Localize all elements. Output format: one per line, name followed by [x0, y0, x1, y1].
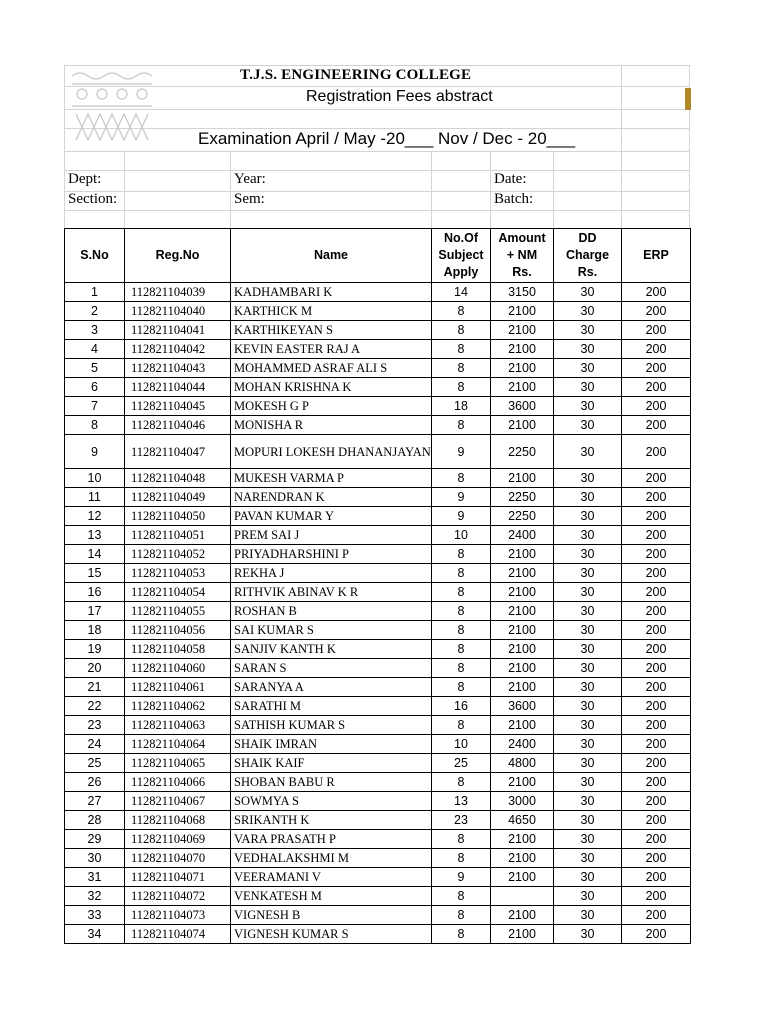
cell-name: SHAIK KAIF — [231, 754, 432, 773]
cell-regno: 112821104062 — [125, 697, 231, 716]
cell-erp: 200 — [622, 830, 691, 849]
cell-erp: 200 — [622, 507, 691, 526]
cell-amount: 2100 — [491, 640, 554, 659]
cell-amount: 2100 — [491, 469, 554, 488]
cell-sno: 18 — [65, 621, 125, 640]
cell-subjects: 8 — [432, 545, 491, 564]
cell-regno: 112821104074 — [125, 925, 231, 944]
cell-erp: 200 — [622, 906, 691, 925]
cell-sno: 9 — [65, 435, 125, 469]
cell-amount: 3600 — [491, 697, 554, 716]
cell-erp: 200 — [622, 340, 691, 359]
cell-erp: 200 — [622, 659, 691, 678]
cell-erp: 200 — [622, 416, 691, 435]
cell-name: PRIYADHARSHINI P — [231, 545, 432, 564]
table-row — [65, 545, 691, 564]
table-row — [65, 659, 691, 678]
cell-regno: 112821104051 — [125, 526, 231, 545]
cell-erp: 200 — [622, 678, 691, 697]
table-row — [65, 378, 691, 397]
cell-subjects: 8 — [432, 469, 491, 488]
cell-regno: 112821104049 — [125, 488, 231, 507]
cell-subjects: 9 — [432, 868, 491, 887]
cell-subjects: 9 — [432, 507, 491, 526]
table-row — [65, 564, 691, 583]
cell-erp: 200 — [622, 849, 691, 868]
cell-erp: 200 — [622, 469, 691, 488]
cell-dd-charge: 30 — [554, 416, 622, 435]
cell-dd-charge: 30 — [554, 564, 622, 583]
cell-amount: 2100 — [491, 868, 554, 887]
cell-sno: 19 — [65, 640, 125, 659]
college-logo-icon — [68, 70, 158, 148]
cell-name: RITHVIK ABINAV K R — [231, 583, 432, 602]
cell-sno: 22 — [65, 697, 125, 716]
cell-sno: 23 — [65, 716, 125, 735]
cell-name: NARENDRAN K — [231, 488, 432, 507]
cell-subjects: 23 — [432, 811, 491, 830]
cell-sno: 6 — [65, 378, 125, 397]
cell-sno: 34 — [65, 925, 125, 944]
cell-name: SAI KUMAR S — [231, 621, 432, 640]
cell-dd-charge: 30 — [554, 469, 622, 488]
cell-erp: 200 — [622, 359, 691, 378]
cell-erp: 200 — [622, 621, 691, 640]
cell-regno: 112821104064 — [125, 735, 231, 754]
table-row — [65, 792, 691, 811]
cell-dd-charge: 30 — [554, 735, 622, 754]
cell-name: SANJIV KANTH K — [231, 640, 432, 659]
cell-dd-charge: 30 — [554, 659, 622, 678]
cell-name: SOWMYA S — [231, 792, 432, 811]
cell-regno: 112821104044 — [125, 378, 231, 397]
cell-amount: 2100 — [491, 773, 554, 792]
cell-regno: 112821104045 — [125, 397, 231, 416]
cell-sno: 5 — [65, 359, 125, 378]
cell-name: KARTHICK M — [231, 302, 432, 321]
cell-sno: 29 — [65, 830, 125, 849]
cell-erp: 200 — [622, 397, 691, 416]
cell-erp: 200 — [622, 545, 691, 564]
cell-dd-charge: 30 — [554, 583, 622, 602]
table-row — [65, 302, 691, 321]
cell-dd-charge: 30 — [554, 678, 622, 697]
cell-subjects: 8 — [432, 887, 491, 906]
cell-name: SHOBAN BABU R — [231, 773, 432, 792]
cell-sno: 8 — [65, 416, 125, 435]
cell-subjects: 8 — [432, 564, 491, 583]
cell-name: MOHAMMED ASRAF ALI S — [231, 359, 432, 378]
cell-dd-charge: 30 — [554, 340, 622, 359]
cell-erp: 200 — [622, 283, 691, 302]
cell-regno: 112821104073 — [125, 906, 231, 925]
cell-erp: 200 — [622, 488, 691, 507]
cell-regno: 112821104072 — [125, 887, 231, 906]
cell-subjects: 8 — [432, 621, 491, 640]
table-row — [65, 602, 691, 621]
cell-sno: 13 — [65, 526, 125, 545]
cell-subjects: 14 — [432, 283, 491, 302]
table-row — [65, 621, 691, 640]
cell-subjects: 8 — [432, 773, 491, 792]
cell-amount: 2100 — [491, 378, 554, 397]
cell-subjects: 8 — [432, 830, 491, 849]
cell-subjects: 10 — [432, 526, 491, 545]
document-subtitle: Registration Fees abstract — [306, 88, 493, 105]
col-sno: S.No — [65, 229, 125, 283]
col-erp: ERP — [622, 229, 691, 283]
cell-amount: 2100 — [491, 416, 554, 435]
cell-amount: 2100 — [491, 830, 554, 849]
cell-erp: 200 — [622, 564, 691, 583]
cell-sno: 31 — [65, 868, 125, 887]
cell-dd-charge: 30 — [554, 716, 622, 735]
cell-dd-charge: 30 — [554, 378, 622, 397]
cell-subjects: 8 — [432, 640, 491, 659]
cell-sno: 26 — [65, 773, 125, 792]
cell-name: VIGNESH B — [231, 906, 432, 925]
table-row — [65, 488, 691, 507]
cell-amount: 3000 — [491, 792, 554, 811]
table-row — [65, 321, 691, 340]
cell-dd-charge: 30 — [554, 321, 622, 340]
cell-regno: 112821104041 — [125, 321, 231, 340]
section-label: Section: — [68, 191, 118, 207]
table-row — [65, 340, 691, 359]
cell-erp: 200 — [622, 435, 691, 469]
cell-erp: 200 — [622, 716, 691, 735]
cell-subjects: 9 — [432, 435, 491, 469]
cell-subjects: 8 — [432, 583, 491, 602]
cell-amount: 2100 — [491, 302, 554, 321]
cell-sno: 14 — [65, 545, 125, 564]
cell-name: KADHAMBARI K — [231, 283, 432, 302]
table-row — [65, 583, 691, 602]
cell-dd-charge: 30 — [554, 830, 622, 849]
cell-amount: 2250 — [491, 507, 554, 526]
cell-regno: 112821104046 — [125, 416, 231, 435]
table-row — [65, 397, 691, 416]
cell-sno: 33 — [65, 906, 125, 925]
cell-regno: 112821104054 — [125, 583, 231, 602]
cell-dd-charge: 30 — [554, 283, 622, 302]
cell-amount: 2400 — [491, 735, 554, 754]
cell-dd-charge: 30 — [554, 435, 622, 469]
cell-erp: 200 — [622, 697, 691, 716]
cell-sno: 4 — [65, 340, 125, 359]
cell-dd-charge: 30 — [554, 868, 622, 887]
cell-dd-charge: 30 — [554, 302, 622, 321]
table-row — [65, 697, 691, 716]
cell-subjects: 10 — [432, 735, 491, 754]
cell-dd-charge: 30 — [554, 754, 622, 773]
cell-amount: 2100 — [491, 716, 554, 735]
cell-regno: 112821104065 — [125, 754, 231, 773]
cell-regno: 112821104063 — [125, 716, 231, 735]
cell-subjects: 8 — [432, 359, 491, 378]
table-row — [65, 526, 691, 545]
cell-erp: 200 — [622, 583, 691, 602]
cell-sno: 3 — [65, 321, 125, 340]
cell-name: ROSHAN B — [231, 602, 432, 621]
table-row — [65, 507, 691, 526]
table-row — [65, 416, 691, 435]
cell-erp: 200 — [622, 773, 691, 792]
cell-regno: 112821104040 — [125, 302, 231, 321]
cell-subjects: 8 — [432, 302, 491, 321]
cell-regno: 112821104060 — [125, 659, 231, 678]
cell-regno: 112821104068 — [125, 811, 231, 830]
cell-subjects: 8 — [432, 321, 491, 340]
cell-amount: 2100 — [491, 321, 554, 340]
cell-name: KARTHIKEYAN S — [231, 321, 432, 340]
cell-erp: 200 — [622, 735, 691, 754]
cell-erp: 200 — [622, 792, 691, 811]
cell-subjects: 8 — [432, 849, 491, 868]
cell-amount: 2100 — [491, 583, 554, 602]
cell-sno: 21 — [65, 678, 125, 697]
cell-name: VIGNESH KUMAR S — [231, 925, 432, 944]
table-row — [65, 735, 691, 754]
cell-name: MOKESH G P — [231, 397, 432, 416]
cell-amount: 2250 — [491, 488, 554, 507]
cell-name: SRIKANTH K — [231, 811, 432, 830]
cell-subjects: 16 — [432, 697, 491, 716]
cell-regno: 112821104061 — [125, 678, 231, 697]
col-dd-charge: DD Charge Rs. — [554, 229, 622, 283]
cell-sno: 25 — [65, 754, 125, 773]
cell-dd-charge: 30 — [554, 697, 622, 716]
cell-erp: 200 — [622, 602, 691, 621]
cell-amount — [491, 887, 554, 906]
examination-line: Examination April / May -20___ Nov / Dec - 20___ — [198, 129, 576, 148]
cell-regno: 112821104066 — [125, 773, 231, 792]
cell-subjects: 8 — [432, 906, 491, 925]
table-row — [65, 469, 691, 488]
col-regno: Reg.No — [125, 229, 231, 283]
table-row — [65, 887, 691, 906]
dept-label: Dept: — [68, 171, 102, 187]
cell-regno: 112821104052 — [125, 545, 231, 564]
table-row — [65, 359, 691, 378]
cell-regno: 112821104039 — [125, 283, 231, 302]
cell-erp: 200 — [622, 302, 691, 321]
cell-sno: 17 — [65, 602, 125, 621]
cell-dd-charge: 30 — [554, 545, 622, 564]
cell-regno: 112821104056 — [125, 621, 231, 640]
cell-sno: 2 — [65, 302, 125, 321]
cell-amount: 2250 — [491, 435, 554, 469]
cell-sno: 11 — [65, 488, 125, 507]
cell-subjects: 18 — [432, 397, 491, 416]
cell-regno: 112821104055 — [125, 602, 231, 621]
cell-subjects: 8 — [432, 659, 491, 678]
cell-subjects: 8 — [432, 716, 491, 735]
cell-subjects: 8 — [432, 340, 491, 359]
cell-name: VEDHALAKSHMI M — [231, 849, 432, 868]
cell-regno: 112821104058 — [125, 640, 231, 659]
cell-sno: 7 — [65, 397, 125, 416]
cell-name: PREM SAI J — [231, 526, 432, 545]
cell-subjects: 8 — [432, 378, 491, 397]
cell-sno: 24 — [65, 735, 125, 754]
cell-dd-charge: 30 — [554, 602, 622, 621]
cell-name: VARA PRASATH P — [231, 830, 432, 849]
cell-dd-charge: 30 — [554, 773, 622, 792]
cell-amount: 2400 — [491, 526, 554, 545]
cell-dd-charge: 30 — [554, 397, 622, 416]
cell-sno: 27 — [65, 792, 125, 811]
cell-amount: 2100 — [491, 849, 554, 868]
cell-regno: 112821104043 — [125, 359, 231, 378]
cell-regno: 112821104047 — [125, 435, 231, 469]
cell-name: KEVIN EASTER RAJ A — [231, 340, 432, 359]
cell-amount: 2100 — [491, 621, 554, 640]
table-row — [65, 925, 691, 944]
cell-sno: 20 — [65, 659, 125, 678]
cell-amount: 2100 — [491, 340, 554, 359]
cell-name: SHAIK IMRAN — [231, 735, 432, 754]
cell-subjects: 13 — [432, 792, 491, 811]
table-row — [65, 773, 691, 792]
cell-name: PAVAN KUMAR Y — [231, 507, 432, 526]
cell-sno: 30 — [65, 849, 125, 868]
cell-erp: 200 — [622, 526, 691, 545]
cell-amount: 4650 — [491, 811, 554, 830]
cell-sno: 12 — [65, 507, 125, 526]
cell-dd-charge: 30 — [554, 792, 622, 811]
cell-erp: 200 — [622, 754, 691, 773]
cell-name: SATHISH KUMAR S — [231, 716, 432, 735]
date-label: Date: — [494, 171, 527, 187]
table-row — [65, 811, 691, 830]
cell-sno: 1 — [65, 283, 125, 302]
fees-table — [64, 228, 691, 944]
cell-erp: 200 — [622, 811, 691, 830]
cell-name: MONISHA R — [231, 416, 432, 435]
cell-sno: 28 — [65, 811, 125, 830]
cell-erp: 200 — [622, 378, 691, 397]
cell-regno: 112821104042 — [125, 340, 231, 359]
cell-dd-charge: 30 — [554, 811, 622, 830]
cell-erp: 200 — [622, 640, 691, 659]
cell-subjects: 8 — [432, 602, 491, 621]
cell-amount: 2100 — [491, 925, 554, 944]
cell-name: SARATHI M — [231, 697, 432, 716]
cell-amount: 2100 — [491, 659, 554, 678]
cell-subjects: 8 — [432, 925, 491, 944]
cell-amount: 2100 — [491, 906, 554, 925]
cell-name: VEERAMANI V — [231, 868, 432, 887]
table-row — [65, 640, 691, 659]
cell-amount: 2100 — [491, 678, 554, 697]
cell-name: SARANYA A — [231, 678, 432, 697]
sem-label: Sem: — [234, 191, 265, 207]
cell-amount: 2100 — [491, 602, 554, 621]
cell-dd-charge: 30 — [554, 621, 622, 640]
cell-erp: 200 — [622, 868, 691, 887]
cell-subjects: 9 — [432, 488, 491, 507]
table-row — [65, 283, 691, 302]
cell-name: MOHAN KRISHNA K — [231, 378, 432, 397]
table-row — [65, 868, 691, 887]
cell-name: MOPURI LOKESH DHANANJAYAN — [231, 435, 432, 469]
table-row — [65, 716, 691, 735]
col-name: Name — [231, 229, 432, 283]
cell-name: VENKATESH M — [231, 887, 432, 906]
cell-regno: 112821104053 — [125, 564, 231, 583]
cell-name: MUKESH VARMA P — [231, 469, 432, 488]
cell-name: REKHA J — [231, 564, 432, 583]
cell-sno: 15 — [65, 564, 125, 583]
cell-dd-charge: 30 — [554, 359, 622, 378]
year-label: Year: — [234, 171, 266, 187]
table-row — [65, 678, 691, 697]
cell-dd-charge: 30 — [554, 925, 622, 944]
col-amount: Amount + NM Rs. — [491, 229, 554, 283]
cell-dd-charge: 30 — [554, 849, 622, 868]
cell-dd-charge: 30 — [554, 906, 622, 925]
cell-amount: 2100 — [491, 545, 554, 564]
cell-dd-charge: 30 — [554, 488, 622, 507]
cell-dd-charge: 30 — [554, 526, 622, 545]
cell-amount: 3150 — [491, 283, 554, 302]
cell-sno: 16 — [65, 583, 125, 602]
cell-amount: 3600 — [491, 397, 554, 416]
cell-subjects: 8 — [432, 416, 491, 435]
cell-erp: 200 — [622, 887, 691, 906]
cell-dd-charge: 30 — [554, 887, 622, 906]
cell-dd-charge: 30 — [554, 507, 622, 526]
cell-amount: 2100 — [491, 359, 554, 378]
cell-amount: 4800 — [491, 754, 554, 773]
cell-sno: 10 — [65, 469, 125, 488]
batch-label: Batch: — [494, 191, 534, 207]
cell-regno: 112821104067 — [125, 792, 231, 811]
cell-regno: 112821104070 — [125, 849, 231, 868]
table-row — [65, 435, 691, 469]
table-header-row — [65, 229, 691, 283]
cell-amount: 2100 — [491, 564, 554, 583]
cell-regno: 112821104071 — [125, 868, 231, 887]
col-subjects: No.Of Subject Apply — [432, 229, 491, 283]
cell-sno: 32 — [65, 887, 125, 906]
cell-regno: 112821104048 — [125, 469, 231, 488]
cell-erp: 200 — [622, 925, 691, 944]
table-row — [65, 849, 691, 868]
cell-subjects: 8 — [432, 678, 491, 697]
cell-name: SARAN S — [231, 659, 432, 678]
cell-regno: 112821104050 — [125, 507, 231, 526]
cell-dd-charge: 30 — [554, 640, 622, 659]
table-row — [65, 830, 691, 849]
corner-mark — [685, 88, 691, 110]
cell-regno: 112821104069 — [125, 830, 231, 849]
cell-subjects: 25 — [432, 754, 491, 773]
table-row — [65, 906, 691, 925]
cell-erp: 200 — [622, 321, 691, 340]
table-row — [65, 754, 691, 773]
